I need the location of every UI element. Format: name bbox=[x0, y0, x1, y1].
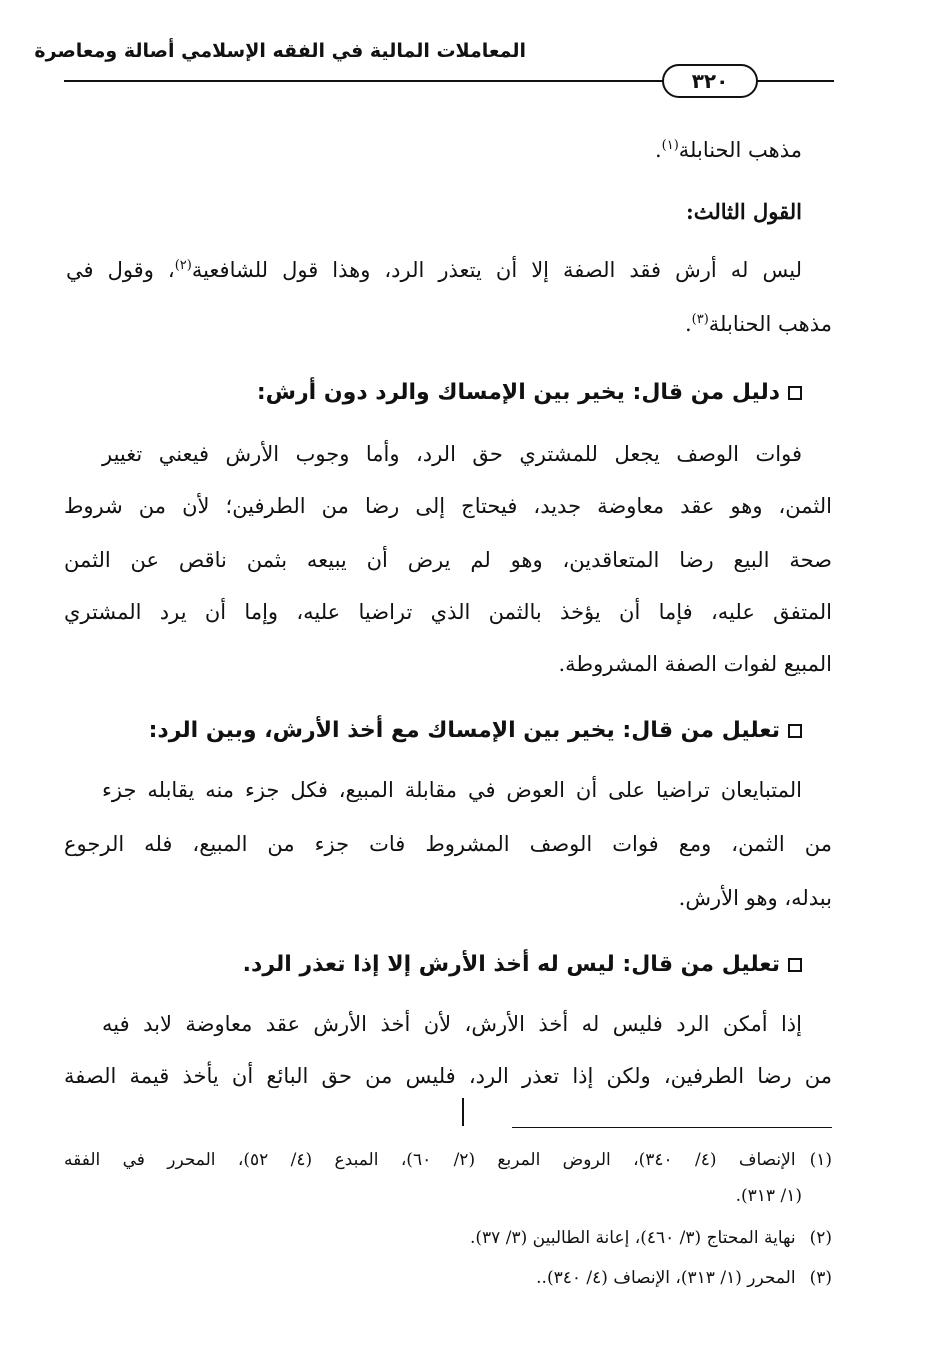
para1-line: فوات الوصف يجعل للمشتري حق الرد، وأما وجوب الأرش فيعني تغيير bbox=[102, 442, 802, 466]
footnote-rule bbox=[512, 1127, 832, 1128]
para2-line: من الثمن، ومع فوات الوصف المشروط فات جزء من المبيع، فله الرجوع bbox=[64, 832, 832, 856]
footnote-1-continued: (١/ ٣١٣). bbox=[735, 1186, 802, 1206]
body-line-3-text: مذهب الحنابلة bbox=[708, 312, 832, 336]
footnote-ref-1: (١) bbox=[661, 138, 679, 153]
body-line-3 bbox=[64, 310, 832, 338]
checkbox-icon bbox=[788, 386, 802, 400]
body-line-2-text-a: ليس له أرش فقد الصفة إلا أن يتعذر الرد، وهذا قول للشافعية bbox=[191, 258, 802, 282]
body-line-1-text: مذهب الحنابلة bbox=[678, 138, 802, 162]
footnote-1 bbox=[64, 1148, 832, 1172]
section-heading-evidence bbox=[257, 378, 802, 408]
footnote-text: المحرر (١/ ٣١٣)، الإنصاف (٤/ ٣٤٠).. bbox=[536, 1268, 796, 1288]
para1-line: الثمن، وهو عقد معاوضة جديد، فيحتاج إلى رضا من الطرفين؛ لأن من شروط bbox=[64, 494, 832, 518]
footnote-number: (٣) bbox=[809, 1268, 832, 1288]
para3-line: إذا أمكن الرد فليس له أخذ الأرش، لأن أخذ الأرش عقد معاوضة لابد فيه bbox=[102, 1012, 802, 1036]
footnote-2 bbox=[64, 1226, 832, 1250]
footnote-number: (٢) bbox=[809, 1228, 832, 1248]
footnote-ref-2: (٢) bbox=[174, 258, 192, 273]
section-heading-reasoning-2 bbox=[243, 950, 802, 980]
checkbox-icon bbox=[788, 958, 802, 972]
footnote-ref-3: (٣) bbox=[691, 312, 709, 327]
section-heading-reasoning-2-text: تعليل من قال: ليس له أخذ الأرش إلا إذا تعذر الرد. bbox=[242, 952, 780, 977]
running-title: المعاملات المالية في الفقه الإسلامي أصالة ومعاصرة bbox=[34, 40, 526, 62]
checkbox-icon bbox=[788, 724, 802, 738]
page-number: ٣٢٠ bbox=[662, 64, 758, 98]
footnote-tick-mark bbox=[462, 1098, 464, 1126]
body-line-3-end: . bbox=[684, 312, 692, 336]
para1-line: المبيع لفوات الصفة المشروطة. bbox=[558, 652, 832, 676]
body-line-1-end: . bbox=[654, 138, 662, 162]
para1-line: صحة البيع رضا المتعاقدين، وهو لم يرض أن يبيعه بثمن ناقص عن الثمن bbox=[64, 548, 832, 572]
para2-line: ببدله، وهو الأرش. bbox=[678, 886, 832, 910]
para2-line: المتبايعان تراضيا على أن العوض في مقابلة المبيع، فكل جزء منه يقابله جزء bbox=[102, 778, 802, 802]
footnote-3 bbox=[64, 1266, 832, 1290]
section-heading-reasoning-1 bbox=[149, 716, 802, 746]
body-line-2 bbox=[66, 256, 832, 284]
footnote-text: نهاية المحتاج (٣/ ٤٦٠)، إعانة الطالبين (٣/ ٣٧). bbox=[470, 1228, 796, 1248]
footnote-number: (١) bbox=[809, 1150, 832, 1170]
body-line-2-text-b: ، وقول في bbox=[66, 258, 175, 282]
para1-line: المتفق عليه، فإما أن يؤخذ بالثمن الذي تراضيا عليه، وإما أن يرد المشتري bbox=[64, 600, 832, 624]
section-heading-reasoning-1-text: تعليل من قال: يخير بين الإمساك مع أخذ الأرش، وبين الرد: bbox=[148, 718, 780, 743]
section-heading-evidence-text: دليل من قال: يخير بين الإمساك والرد دون أرش: bbox=[256, 380, 780, 405]
para3-line: من رضا الطرفين، ولكن إذا تعذر الرد، فليس من حق البائع أن يأخذ قيمة الصفة bbox=[64, 1064, 832, 1088]
third-opinion-heading: القول الثالث: bbox=[685, 199, 802, 224]
body-line-1 bbox=[64, 136, 802, 164]
footnote-text: الإنصاف (٤/ ٣٤٠)، الروض المربع (٢/ ٦٠)، المبدع (٤/ ٥٢)، المحرر في الفقه bbox=[64, 1150, 796, 1170]
